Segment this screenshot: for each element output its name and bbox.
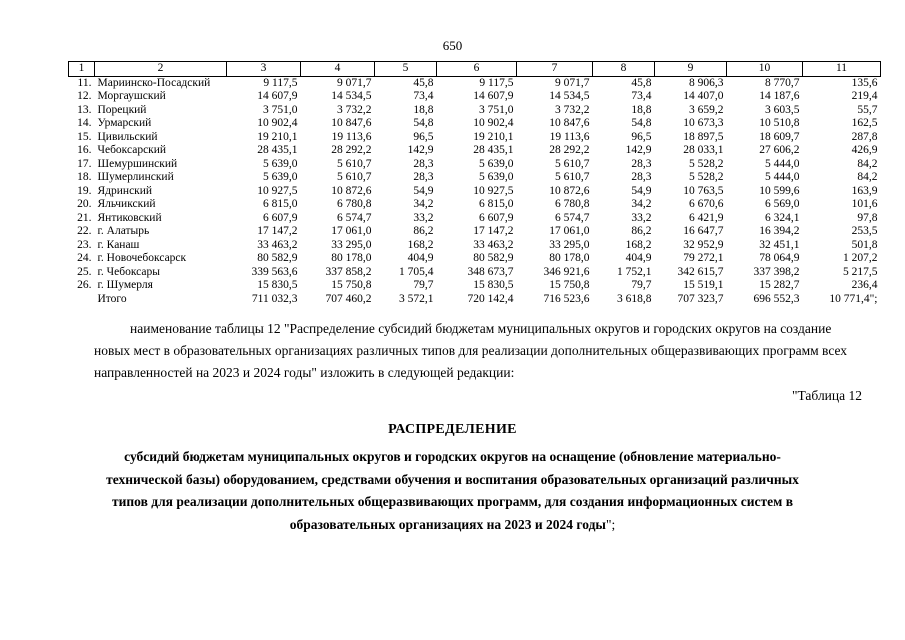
value-cell: 6 815,0 — [263, 198, 298, 210]
value-cell: 10 847,6 — [549, 117, 590, 129]
value-cell: 18 897,5 — [683, 130, 724, 143]
value-cell: 28 435,1 — [257, 144, 298, 156]
table-row — [69, 252, 881, 266]
municipality-name: Порецкий — [97, 103, 147, 116]
value-cell: 45,8 — [631, 76, 652, 89]
value-cell: 45,8 — [413, 76, 434, 89]
municipality-name: Шемуршинский — [97, 157, 178, 170]
value-cell: 6 607,9 — [263, 211, 298, 224]
value-cell: 28 033,1 — [683, 144, 724, 156]
value-cell: 3 751,0 — [479, 103, 514, 116]
column-header-3: 3 — [227, 62, 301, 77]
value-cell: 5 444,0 — [765, 171, 800, 183]
value-cell: 3 732,2 — [555, 103, 590, 116]
table-row — [69, 266, 881, 280]
value-cell: 96,5 — [631, 130, 652, 143]
value-cell: 78 064,9 — [759, 252, 800, 264]
table-row — [69, 104, 881, 118]
table-row — [69, 239, 881, 253]
subheading-tail: "; — [605, 516, 616, 532]
value-cell: 19 210,1 — [257, 130, 298, 143]
table-row — [69, 212, 881, 226]
value-cell: 348 673,7 — [467, 265, 514, 278]
municipality-name: Цивильский — [97, 130, 158, 143]
value-cell: 33,2 — [413, 211, 434, 224]
value-cell: 80 582,9 — [257, 252, 298, 264]
table-row — [69, 144, 881, 158]
value-cell: 404,9 — [407, 252, 434, 264]
value-cell: 97,8 — [857, 211, 878, 224]
value-cell: 501,8 — [851, 238, 878, 251]
table-row — [69, 185, 881, 199]
value-cell: 33 463,2 — [257, 238, 298, 251]
value-cell: 3 732,2 — [337, 103, 372, 116]
table-row — [69, 76, 881, 90]
municipality-name: Яльчикский — [97, 198, 156, 210]
value-cell: 28,3 — [413, 171, 434, 183]
row-number: 16. — [77, 144, 92, 156]
value-cell: 33 295,0 — [331, 238, 372, 251]
value-cell: 6 670,6 — [689, 198, 724, 210]
value-cell: 15 750,8 — [549, 279, 590, 291]
value-cell: 219,4 — [851, 90, 878, 102]
value-cell: 5 217,5 — [843, 265, 878, 278]
row-number: 26. — [77, 279, 92, 291]
value-cell: 142,9 — [407, 144, 434, 156]
value-cell: 162,5 — [851, 117, 878, 129]
row-number: 22. — [77, 225, 92, 237]
value-cell: 10 872,6 — [331, 184, 372, 197]
value-cell: 10 847,6 — [331, 117, 372, 129]
table-label: "Таблица 12 — [792, 388, 862, 403]
value-cell: 10 902,4 — [257, 117, 298, 129]
value-cell: 79 272,1 — [683, 252, 724, 264]
value-cell: 346 921,6 — [543, 265, 590, 278]
value-cell: 10 927,5 — [473, 184, 514, 197]
value-cell: 17 147,2 — [473, 225, 514, 237]
value-cell: 253,5 — [851, 225, 878, 237]
value-cell: 80 178,0 — [331, 252, 372, 264]
row-number: 18. — [77, 171, 92, 183]
column-header-8: 8 — [593, 62, 655, 77]
document-heading: РАСПРЕДЕЛЕНИЕ — [388, 422, 517, 437]
column-header-7: 7 — [517, 62, 593, 77]
table-body — [69, 76, 881, 306]
value-cell: 10 872,6 — [549, 184, 590, 197]
value-cell: 168,2 — [625, 238, 652, 251]
value-cell: 236,4 — [851, 279, 878, 291]
value-cell: 8 770,7 — [765, 76, 800, 89]
value-cell: 80 178,0 — [549, 252, 590, 264]
value-cell: 5 444,0 — [765, 157, 800, 170]
municipality-name: г. Чебоксары — [97, 265, 160, 278]
value-cell: 28 292,2 — [549, 144, 590, 156]
municipality-name: Ядринский — [97, 184, 153, 197]
value-cell: 19 113,6 — [331, 130, 372, 143]
column-header-11: 11 — [803, 62, 881, 77]
value-cell: 28 435,1 — [473, 144, 514, 156]
total-value: 720 142,4 — [467, 292, 514, 305]
table-row — [69, 198, 881, 212]
value-cell: 54,9 — [631, 184, 652, 197]
value-cell: 18,8 — [413, 103, 434, 116]
value-cell: 163,9 — [851, 184, 878, 197]
value-cell: 14 407,0 — [683, 90, 724, 102]
row-number: 17. — [77, 157, 92, 170]
value-cell: 9 117,5 — [263, 76, 298, 89]
value-cell: 27 606,2 — [759, 144, 800, 156]
value-cell: 28,3 — [631, 157, 652, 170]
value-cell: 287,8 — [851, 130, 878, 143]
value-cell: 9 071,7 — [337, 76, 372, 89]
value-cell: 34,2 — [413, 198, 434, 210]
total-value: 3 618,8 — [617, 292, 652, 305]
value-cell: 34,2 — [631, 198, 652, 210]
value-cell: 6 574,7 — [337, 211, 372, 224]
value-cell: 5 610,7 — [337, 157, 372, 170]
value-cell: 86,2 — [413, 225, 434, 237]
value-cell: 54,9 — [413, 184, 434, 197]
value-cell: 5 610,7 — [555, 157, 590, 170]
row-number: 23. — [77, 238, 92, 251]
municipality-name: Урмарский — [97, 117, 152, 129]
value-cell: 28,3 — [631, 171, 652, 183]
table-row — [69, 171, 881, 185]
value-cell: 10 510,8 — [759, 117, 800, 129]
value-cell: 404,9 — [625, 252, 652, 264]
document-subheading — [100, 446, 805, 536]
value-cell: 342 615,7 — [677, 265, 724, 278]
row-number: 12. — [77, 90, 92, 102]
total-value: 707 323,7 — [677, 292, 724, 305]
value-cell: 32 952,9 — [683, 238, 724, 251]
row-number: 11. — [77, 76, 92, 89]
value-cell: 14 534,5 — [549, 90, 590, 102]
value-cell: 5 610,7 — [555, 171, 590, 183]
value-cell: 14 187,6 — [759, 90, 800, 102]
value-cell: 337 398,2 — [753, 265, 800, 278]
value-cell: 8 906,3 — [689, 76, 724, 89]
value-cell: 33 295,0 — [549, 238, 590, 251]
value-cell: 79,7 — [413, 279, 434, 291]
amendment-paragraph-text: наименование таблицы 12 "Распределение субсидий бюджетам муниципальных округов и городских округов на создание новых мест в образовательных организациях различных типов для реализации дополнительных общеразвивающих программ всех направленностей на 2023 и 2024 годы" изложить в следующей редакции: — [94, 321, 848, 380]
column-header-5: 5 — [375, 62, 437, 77]
table-row — [69, 131, 881, 145]
value-cell: 73,4 — [631, 90, 652, 102]
value-cell: 3 603,5 — [765, 103, 800, 116]
value-cell: 10 763,5 — [683, 184, 724, 197]
value-cell: 3 659,2 — [689, 103, 724, 116]
municipality-name: Чебоксарский — [97, 144, 167, 156]
total-value: 10 771,4"; — [829, 292, 878, 305]
value-cell: 86,2 — [631, 225, 652, 237]
row-number: 20. — [77, 198, 92, 210]
value-cell: 5 639,0 — [479, 171, 514, 183]
total-value: 716 523,6 — [543, 292, 590, 305]
column-header-10: 10 — [727, 62, 803, 77]
value-cell: 15 830,5 — [473, 279, 514, 291]
total-value: 711 032,3 — [251, 292, 298, 305]
value-cell: 1 705,4 — [399, 265, 434, 278]
value-cell: 14 534,5 — [331, 90, 372, 102]
municipality-name: Янтиковский — [97, 211, 162, 224]
value-cell: 96,5 — [413, 130, 434, 143]
value-cell: 426,9 — [851, 144, 878, 156]
value-cell: 84,2 — [857, 157, 878, 170]
value-cell: 54,8 — [631, 117, 652, 129]
value-cell: 1 752,1 — [617, 265, 652, 278]
total-spacer — [69, 293, 95, 307]
total-row — [69, 293, 881, 307]
value-cell: 73,4 — [413, 90, 434, 102]
municipality-name: Мариинско-Посадский — [97, 76, 211, 89]
value-cell: 10 927,5 — [257, 184, 298, 197]
table-row — [69, 279, 881, 293]
value-cell: 3 751,0 — [263, 103, 298, 116]
value-cell: 19 210,1 — [473, 130, 514, 143]
value-cell: 168,2 — [407, 238, 434, 251]
amendment-paragraph — [94, 318, 864, 384]
value-cell: 18 609,7 — [759, 130, 800, 143]
subheading-text: субсидий бюджетам муниципальных округов и городских округов на оснащение (обновление материально-технической базы) оборудованием, средствами обучения и воспитания образовательных организаций различных типов для реализации дополнительных общеразвивающих программ, для создания информационных систем в образовательных организациях на 2023 и 2024 годы — [106, 449, 799, 532]
value-cell: 339 563,6 — [251, 265, 298, 278]
value-cell: 5 639,0 — [479, 157, 514, 170]
value-cell: 6 574,7 — [555, 211, 590, 224]
value-cell: 10 673,3 — [683, 117, 724, 129]
total-value: 707 460,2 — [325, 292, 372, 305]
value-cell: 10 902,4 — [473, 117, 514, 129]
value-cell: 10 599,6 — [759, 184, 800, 197]
value-cell: 142,9 — [625, 144, 652, 156]
municipality-name: г. Новочебоксарск — [97, 252, 187, 264]
value-cell: 80 582,9 — [473, 252, 514, 264]
value-cell: 1 207,2 — [843, 252, 878, 264]
value-cell: 101,6 — [851, 198, 878, 210]
table-row — [69, 117, 881, 131]
value-cell: 5 610,7 — [337, 171, 372, 183]
value-cell: 15 282,7 — [759, 279, 800, 291]
value-cell: 5 528,2 — [689, 157, 724, 170]
value-cell: 6 815,0 — [479, 198, 514, 210]
value-cell: 17 061,0 — [331, 225, 372, 237]
column-header-9: 9 — [655, 62, 727, 77]
value-cell: 5 639,0 — [263, 157, 298, 170]
row-number: 13. — [77, 103, 92, 116]
value-cell: 32 451,1 — [759, 238, 800, 251]
value-cell: 135,6 — [851, 76, 878, 89]
value-cell: 54,8 — [413, 117, 434, 129]
value-cell: 14 607,9 — [473, 90, 514, 102]
municipality-name: г. Алатырь — [97, 225, 150, 237]
value-cell: 6 569,0 — [765, 198, 800, 210]
row-number: 21. — [77, 211, 92, 224]
value-cell: 15 830,5 — [257, 279, 298, 291]
value-cell: 9 071,7 — [555, 76, 590, 89]
value-cell: 9 117,5 — [479, 76, 514, 89]
value-cell: 33,2 — [631, 211, 652, 224]
table-row — [69, 225, 881, 239]
total-value: 3 572,1 — [399, 292, 434, 305]
value-cell: 17 147,2 — [257, 225, 298, 237]
value-cell: 15 519,1 — [683, 279, 724, 291]
total-label: Итого — [97, 292, 127, 305]
value-cell: 16 647,7 — [683, 225, 724, 237]
column-header-6: 6 — [437, 62, 517, 77]
value-cell: 84,2 — [857, 171, 878, 183]
value-cell: 5 528,2 — [689, 171, 724, 183]
row-number: 24. — [77, 252, 92, 264]
value-cell: 6 607,9 — [479, 211, 514, 224]
value-cell: 55,7 — [857, 103, 878, 116]
value-cell: 18,8 — [631, 103, 652, 116]
value-cell: 6 421,9 — [689, 211, 724, 224]
table-row — [69, 158, 881, 172]
municipality-name: Шумерлинский — [97, 171, 174, 183]
municipality-name: г. Канаш — [97, 238, 140, 251]
table-row — [69, 90, 881, 104]
column-header-1: 1 — [69, 62, 95, 77]
row-number: 25. — [77, 265, 92, 278]
municipality-name: Моргаушский — [97, 90, 166, 102]
value-cell: 14 607,9 — [257, 90, 298, 102]
value-cell: 337 858,2 — [325, 265, 372, 278]
value-cell: 6 324,1 — [765, 211, 800, 224]
row-number: 14. — [77, 117, 92, 129]
value-cell: 17 061,0 — [549, 225, 590, 237]
value-cell: 79,7 — [631, 279, 652, 291]
municipality-name: г. Шумерля — [97, 279, 153, 291]
value-cell: 16 394,2 — [759, 225, 800, 237]
value-cell: 28,3 — [413, 157, 434, 170]
row-number: 19. — [77, 184, 92, 197]
page-number: 650 — [442, 38, 463, 53]
column-header-4: 4 — [301, 62, 375, 77]
value-cell: 33 463,2 — [473, 238, 514, 251]
value-cell: 28 292,2 — [331, 144, 372, 156]
value-cell: 6 780,8 — [555, 198, 590, 210]
value-cell: 6 780,8 — [337, 198, 372, 210]
total-value: 696 552,3 — [753, 292, 800, 305]
row-number: 15. — [77, 130, 92, 143]
value-cell: 15 750,8 — [331, 279, 372, 291]
column-header-2: 2 — [95, 62, 227, 77]
table-header-row — [69, 62, 881, 77]
value-cell: 19 113,6 — [549, 130, 590, 143]
value-cell: 5 639,0 — [263, 171, 298, 183]
subsidy-distribution-table — [68, 61, 881, 306]
